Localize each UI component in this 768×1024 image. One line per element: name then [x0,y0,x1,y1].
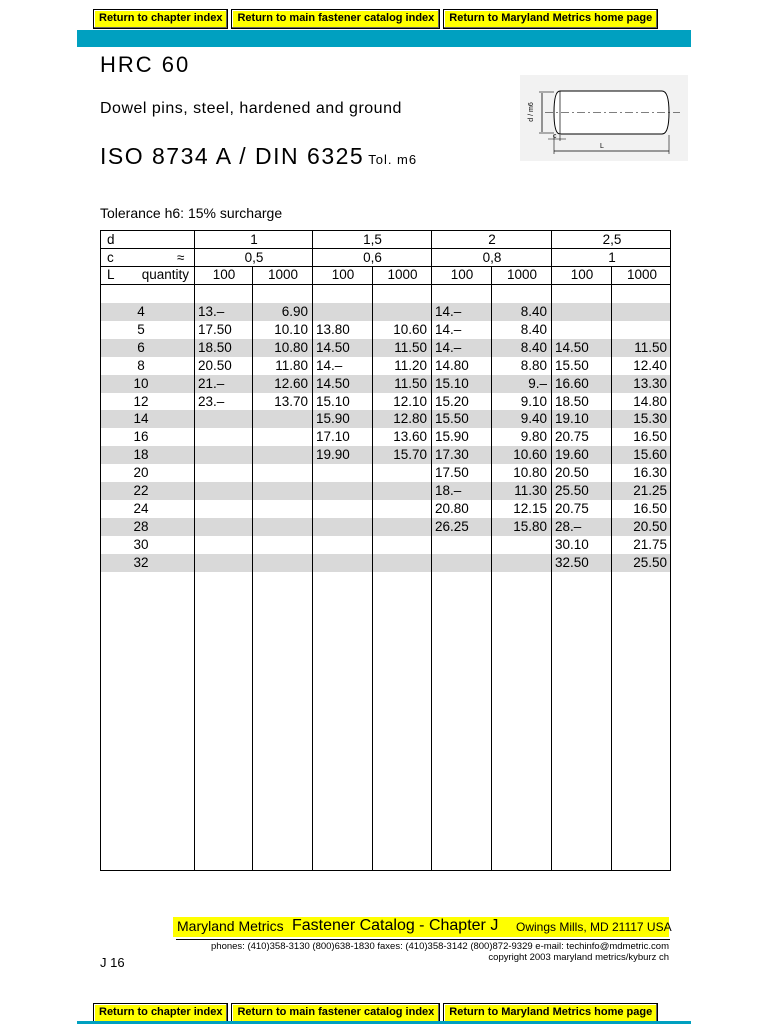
header-approx-label: ≈ [177,250,185,265]
header-d-value: 1 [250,232,258,247]
price-cell: 13.– [198,304,225,319]
price-cell: 25.50 [633,554,667,570]
price-cell [373,536,427,553]
price-cell: 16.60 [555,375,589,391]
price-cell: 10.80 [274,339,308,355]
row-length: 12 [133,393,149,409]
price-cell: 6.90 [281,304,308,319]
price-cell: 19.10 [555,411,589,427]
price-cell: 20.50 [198,357,232,373]
header-qty-1000: 1000 [387,267,418,282]
price-cell: 20.50 [555,465,589,481]
price-cell: 12.10 [393,393,427,409]
price-cell: 32.50 [555,554,589,570]
hardness-title: HRC 60 [100,52,191,77]
price-cell: 21.75 [633,536,667,552]
price-cell: 17.50 [198,321,232,337]
price-cell [253,554,308,571]
price-cell: 10.10 [274,321,308,337]
price-cell: 11.50 [394,339,427,355]
price-cell: 14.80 [435,357,469,373]
price-cell: 15.90 [435,429,469,445]
dowel-pin-diagram [520,75,688,161]
price-cell: 11.50 [394,375,427,391]
footer-copyright: copyright 2003 maryland metrics/kyburz ch [488,952,669,963]
footer-brand-bar [173,917,672,937]
price-cell [373,482,427,499]
price-cell: 14.80 [633,393,667,409]
price-cell: 11.50 [634,339,667,355]
price-cell: 13.80 [316,321,350,337]
row-length: 10 [133,375,149,391]
row-length: 24 [133,500,149,516]
price-cell: 14.50 [316,375,350,391]
price-cell: 16.30 [633,465,667,481]
price-cell: 15.30 [633,411,667,427]
price-cell: 11.30 [514,483,547,498]
price-cell [253,482,308,499]
price-cell [492,536,547,553]
main-catalog-index-button[interactable]: Return to main fastener catalog index [231,1003,440,1023]
price-cell [373,464,427,481]
price-cell: 10.80 [513,465,547,481]
price-cell: 16.50 [633,429,667,445]
price-cell: 15.60 [633,447,667,463]
price-cell: 28.– [555,518,582,534]
price-cell: 21.– [198,375,225,391]
price-cell: 8.40 [520,321,547,337]
price-cell: 9.– [528,375,547,391]
row-length: 8 [137,357,145,373]
price-cell: 11.20 [394,357,427,373]
price-cell: 12.15 [513,500,547,516]
price-cell: 14.50 [316,339,350,355]
row-length: 5 [137,321,145,337]
price-cell: 10.60 [513,447,547,463]
price-cell: 18.50 [555,393,589,409]
price-cell: 20.75 [555,500,589,516]
header-d-value: 2,5 [602,232,622,247]
price-cell: 17.30 [435,447,469,463]
header-l-label: L [107,267,115,282]
footer-catalog: Fastener Catalog - Chapter J [292,917,499,934]
price-cell: 15.10 [435,375,469,391]
header-qty-1000: 1000 [267,267,299,282]
header-qty-100: 100 [570,267,594,282]
price-cell: 21.25 [633,483,667,498]
price-cell [612,321,667,338]
page-number: J 16 [100,955,125,970]
price-cell: 12.60 [274,375,308,391]
tolerance-note: Tolerance h6: 15% surcharge [100,205,283,221]
header-c-value: 0,5 [244,250,264,265]
price-cell: 8.80 [520,357,547,373]
column-rule [194,231,195,870]
price-cell [253,500,308,517]
header-c-value: 1 [608,250,616,265]
main-catalog-index-button[interactable]: Return to main fastener catalog index [231,9,440,29]
chapter-index-button[interactable]: Return to chapter index [93,9,228,29]
header-d-value: 2 [488,232,496,247]
price-cell: 30.10 [555,536,589,552]
column-rule [312,231,313,870]
home-page-button[interactable]: Return to Maryland Metrics home page [443,9,658,29]
footer-phones: phones: (410)358-3130 (800)638-1830 faxes: (410)358-3142 (800)872-9329 e-mail: techinfo@mdmetric.com [211,941,669,952]
row-length: 32 [133,554,149,570]
chapter-index-button[interactable]: Return to chapter index [93,1003,228,1023]
footer-divider [176,939,670,940]
price-cell: 23.– [198,393,225,409]
price-cell: 13.60 [393,429,427,445]
header-qty-1000: 1000 [506,267,538,282]
price-cell: 12.40 [633,357,667,373]
price-cell: 15.70 [393,447,427,463]
header-d-value: 1,5 [363,232,382,247]
price-table [100,230,671,871]
tolerance-class: Tol. m6 [368,152,418,167]
price-cell: 8.40 [520,304,547,319]
price-cell: 9.10 [520,393,547,409]
price-cell: 26.25 [435,518,469,534]
header-c-label: c [107,250,114,265]
price-cell [373,518,427,535]
row-length: 4 [137,304,145,319]
header-accent-bar [77,30,691,47]
row-length: 28 [133,518,149,534]
footer-location: Owings Mills, MD 21117 USA [516,920,672,934]
home-page-button[interactable]: Return to Maryland Metrics home page [443,1003,658,1023]
bottom-nav [93,1003,658,1023]
standard-name: ISO 8734 A / DIN 6325 [100,143,365,169]
row-length: 14 [133,411,149,427]
chamfer-label: c [553,133,557,140]
price-cell: 14.– [435,339,462,355]
price-cell [373,303,427,320]
price-cell: 20.50 [633,518,667,534]
price-cell [373,554,427,571]
header-quantity-label: quantity [141,267,189,282]
price-cell: 14.50 [555,339,589,355]
row-length: 20 [133,465,149,481]
header-d-label: d [107,232,115,247]
header-qty-100: 100 [331,267,355,282]
row-length: 6 [137,339,145,355]
price-cell: 14.– [316,357,343,373]
price-cell: 18.– [435,483,462,498]
price-cell: 25.50 [555,483,589,498]
price-cell: 19.60 [555,447,589,463]
price-cell: 13.70 [274,393,308,409]
header-c-value: 0,8 [482,250,502,265]
length-label: L [600,143,604,150]
header-qty-1000: 1000 [626,267,658,282]
row-length: 18 [133,447,149,463]
top-nav [93,9,658,29]
price-cell: 8.40 [520,339,547,355]
price-cell: 14.– [435,304,462,319]
header-qty-100: 100 [212,267,236,282]
price-cell [253,518,308,535]
row-length: 30 [133,536,149,552]
price-cell [492,554,547,571]
header-c-value: 0,6 [363,250,382,265]
price-cell: 20.80 [435,500,469,516]
price-cell: 17.10 [316,429,350,445]
price-cell [253,536,308,553]
price-cell: 14.– [435,321,462,337]
price-cell: 16.50 [633,500,667,516]
row-length: 22 [133,483,149,498]
price-cell: 15.20 [435,393,469,409]
price-cell [612,303,667,320]
footer-company: Maryland Metrics [177,918,284,934]
footer-contact [211,941,669,963]
product-description: Dowel pins, steel, hardened and ground [100,100,402,117]
price-cell: 15.10 [316,393,350,409]
price-cell: 19.90 [316,447,350,463]
dowel-pin-drawing [520,75,688,161]
price-cell: 15.50 [435,411,469,427]
price-cell: 15.80 [513,518,547,534]
price-cell: 9.80 [520,429,547,445]
header-rule [101,284,670,285]
price-cell: 17.50 [435,465,469,481]
price-cell: 18.50 [198,339,232,355]
price-cell: 15.90 [316,411,350,427]
price-cell [253,464,308,481]
price-cell: 11.80 [275,357,308,373]
price-cell: 10.60 [393,321,427,337]
standard-title [100,143,417,170]
column-rule [551,231,552,870]
column-rule [431,231,432,870]
price-cell: 20.75 [555,429,589,445]
price-cell [253,446,308,463]
price-cell [373,500,427,517]
price-cell: 9.40 [520,411,547,427]
row-length: 16 [133,429,149,445]
price-cell: 12.80 [393,411,427,427]
price-cell [253,410,308,427]
price-cell: 13.30 [633,375,667,391]
price-cell: 15.50 [555,357,589,373]
diameter-label: d / m6 [528,102,535,122]
header-qty-100: 100 [450,267,474,282]
price-cell [253,428,308,445]
